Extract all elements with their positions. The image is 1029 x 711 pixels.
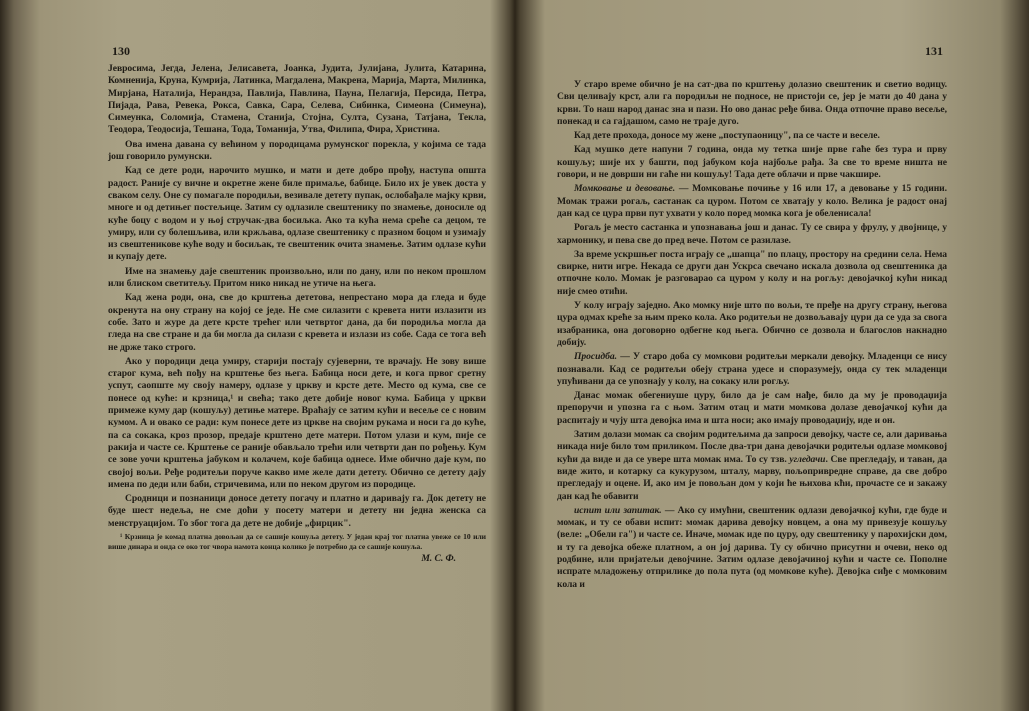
section-title: испит или запитак.: [574, 504, 662, 516]
paragraph: Ако у породици деца умиру, старији постају сујеверни, те врачају. Не зову више старог кума, већ пођу на крштење без њега. Бабица носи дете, и кога првог сретну успут, саопште му своју намеру, одлазе у цркву и крсте дете. Место од кума, све се понесе од куће: и крзница,¹ и свећа; тако дете добије новог кума. Бабица у цркви примеже куму дар (кошуљу) детиње матере. Враћају се затим кући и весеље се с новим кумом. А и овако се ради: кум понесе дете из цркве на својим рукама и носи га до куће, па са сокака, кроз прозор, предаје крштено дете матери. Потом улази и кум, пије се ракија и часте се. Крштење се раније обављало трећи или четврти дан по рођењу. Кум се зове уочи крштења јабуком и колачем, које бабица однесе. Име обично даје кум, по својој вољи. Ређе родитељи поруче какво име желе дати детету. Обично се детету дају имена по деди или баби, стричевима, или по неком другом из породице.: [108, 355, 486, 490]
paragraph: Кад се дете роди, нарочито мушко, и мати и дете добро прођу, наступа општа радост. Раније су вичне и окретне жене биле примаље, бабице. Било их је увек доста у сваком селу. Оне су помагале породиљи, везивале детету пупак, ослобађале мајку крви, многе и од детињег постељице. Затим су одлазиле свештенику по знамење, доносиле од куће боцу с водом и у њој стручак-два босиљка. Ако та кућа нема среће са децом, те умиру, или су болешљива, или кржљава, одлазе свештенику с празном боцом и узимају из свештеникове куће воду и босиљак, те свештеник очита знамење. Затим одлазе кући и купају дете.: [108, 165, 486, 263]
page-number: 130: [112, 44, 130, 58]
paragraph: Кад жена роди, она, све до крштења дететова, непрестано мора да гледа и буде окренута на ону страну на којој се једе. Не сме силазити с кревета нити излазити из собе. Зато и журе да дете крсте трећег или четвртог дана, да би породиља могла да гледа на све стране и да би могла да силази с кревета и излази из собе. Сада се тога већ не држе тако строго.: [108, 292, 486, 353]
paragraph: Кад дете прохода, доносе му жене „поступаоницу", па се часте и веселе.: [574, 130, 880, 142]
paragraph: [557, 183, 947, 220]
paragraph: Јевросима, Јегда, Јелена, Јелисавета, Јоанка, Јудита, Јулијана, Јулита, Катарина, Комненија, Круна, Кумрија, Латинка, Магдалена, Макрена, Марија, Марта, Милинка, Мирјана, Наталија, Нерандза, Павлија, Павлина, Пауна, Пелагија, Персида, Петра, Пијада, Рава, Ревека, Рокса, Савка, Сара, Селева, Сибинка, Симеона (Симеуна), Симеунка, Соломија, Стамена, Станија, Стојна, Султа, Сузана, Татјана, Текла, Теодора, Теодосија, Тешана, Тода, Томанија, Утва, Филипа, Фира, Христина.: [108, 63, 486, 136]
emphasis: угледачи: [789, 453, 826, 465]
paragraph: Данас момак обегениуше цуру, било да је сам нађе, било да му је проводаџија препоручи и упозна га с њом. Затим отац и мати момкова долазе девојачкој кући да распитају и чују шта девојка има и шта носи; ако имају проводаџију, иде и он.: [557, 390, 947, 426]
paragraph-part: Затим долази момак са својим родитељима да запроси девојку, часте се, али даривања никада није било том приликом. После два-три дана девојачки родитељи одлазе момковој кући да виде и да се увере шта момак има. То су тзв.: [557, 429, 947, 465]
paragraph: Ова имена давана су већином у породицама румунског порекла, у којима се тада још говорило румунски.: [108, 138, 486, 163]
paragraph: У колу играју заједно. Ако момку није што по вољи, те пређе на другу страну, његова цура одмах креће за њим преко кола. Ако родитељи не дозвољавају цури да се уда за свога изабраника, она договорно одбегне код њега. Обично се дозвола и благослов накнадно добију.: [557, 300, 947, 348]
page-number: 131: [925, 44, 943, 58]
paragraph: [557, 351, 947, 388]
paragraph: Рогаљ је место састанка и упознавања још и данас. Ту се свира у фрулу, у двојнице, у хармонику, и пева све до пред вече. Потом се разилазе.: [557, 222, 947, 246]
page-text: [557, 79, 947, 593]
section-text: — Ако су имућни, свештеник одлази девојачкој кући, где буде и момак, и ту се обави испит: момак дарива девојку новцем, а она му привезује кошуљу (веле: „Обели га") и часте се. Иначе, момак иде по цуру, оду свештенику у парохијски дом, и ту га девојка обеже платном, а он јој дарива. Ту су обично присутни и очеви, неко од родбине, или пријатељи девојчине. Затим одлазе девојачиној кући и часте се. Пополне испрате младожењу отприлике до пола пута (од момкове куће). Девојка сиђе с момковим кола и: [557, 504, 947, 590]
paragraph: [557, 505, 947, 591]
right-page: [515, 0, 1029, 711]
section-text: — У старо доба су момкови родитељи меркали девојку. Младенци се нису познавали. Кад се родитељи обеју страна удесе и споразумеју, онда су тек младенци упућивани да се упознају у колу, на сокаку или рогљу.: [557, 351, 947, 387]
section-text: — Момковање почиње у 16 или 17, а девовање у 15 години. Момак тражи рогаљ, састанак са цуром. Потом се хватају у коло. Велика је радост онај дан кад се цура први пут ухвати у коло поред момка кога је обеленисала!: [557, 183, 947, 219]
paragraph: У старо време обично је на сат-два по крштењу долазио свештеник и светио водицу. Сви целивају крст, али га породиљи не подносе, не пристоји се, јер је мати до 40 дана у крви. То наш народ данас зна и пази. Но ово данас ређе бива. Онда отпочне право весеље, понекад и са гајдашом, само не траје дуго.: [557, 79, 947, 127]
paragraph: [557, 429, 947, 503]
paragraph: Сродници и познаници доносе детету погачу и платно и даривају га. Док детету не буде шест недеља, не сме доћи у посету матери и детету ни једна женска са менструацијом. То због тога да дете не добије „фирцик".: [108, 493, 486, 529]
footnote: ¹ Крзница је комад платна довољан да се сашије кошуља детету. У један крај тог платна увеже се 10 или више динара и онда се око тог чвора намота конца колико је потребно да се сашије кошуља.: [108, 531, 486, 551]
page-text: [108, 63, 486, 567]
signature: М. С. Ф.: [421, 553, 456, 565]
section-title: Момковање и девовање.: [574, 183, 676, 195]
paragraph-part: . Све прегледају, и таван, да виде жито, и котарку са кукурузом, шталу, марву, пољопривредне справе, да све добро прегледају и оцене. И, ако им је повољан дом у који ће њихова кћи, прочасте се и закажу дан кад ће обавити: [557, 453, 947, 502]
section-title: Просидба.: [574, 351, 617, 363]
paragraph: Кад мушко дете напуни 7 година, онда му тетка шије прве гаће без тура и прву кошуљу; шије их у башти, под јабуком која најбоље рађа. За све то време ништа не говори, и не доврши ни гаће ни кошуљу! Тада дете облачи и прве чакшире.: [557, 144, 947, 181]
paragraph: За време ускршњег поста играју се „шапца" по плацу, простору на средини села. Нема свирке, нити игре. Некада се други дан Ускрса свечано искала дозвола од свештеника да отпочне коло. Момак је разговарао са цуром у колу и на рогљу: девојачкој кући никад није смео отићи.: [557, 248, 947, 297]
paragraph: Име на знамењу даје свештеник произвољно, или по дану, или по неком прошлом или блиском светитељу. Притом нико никад не утиче на њега.: [108, 265, 486, 290]
